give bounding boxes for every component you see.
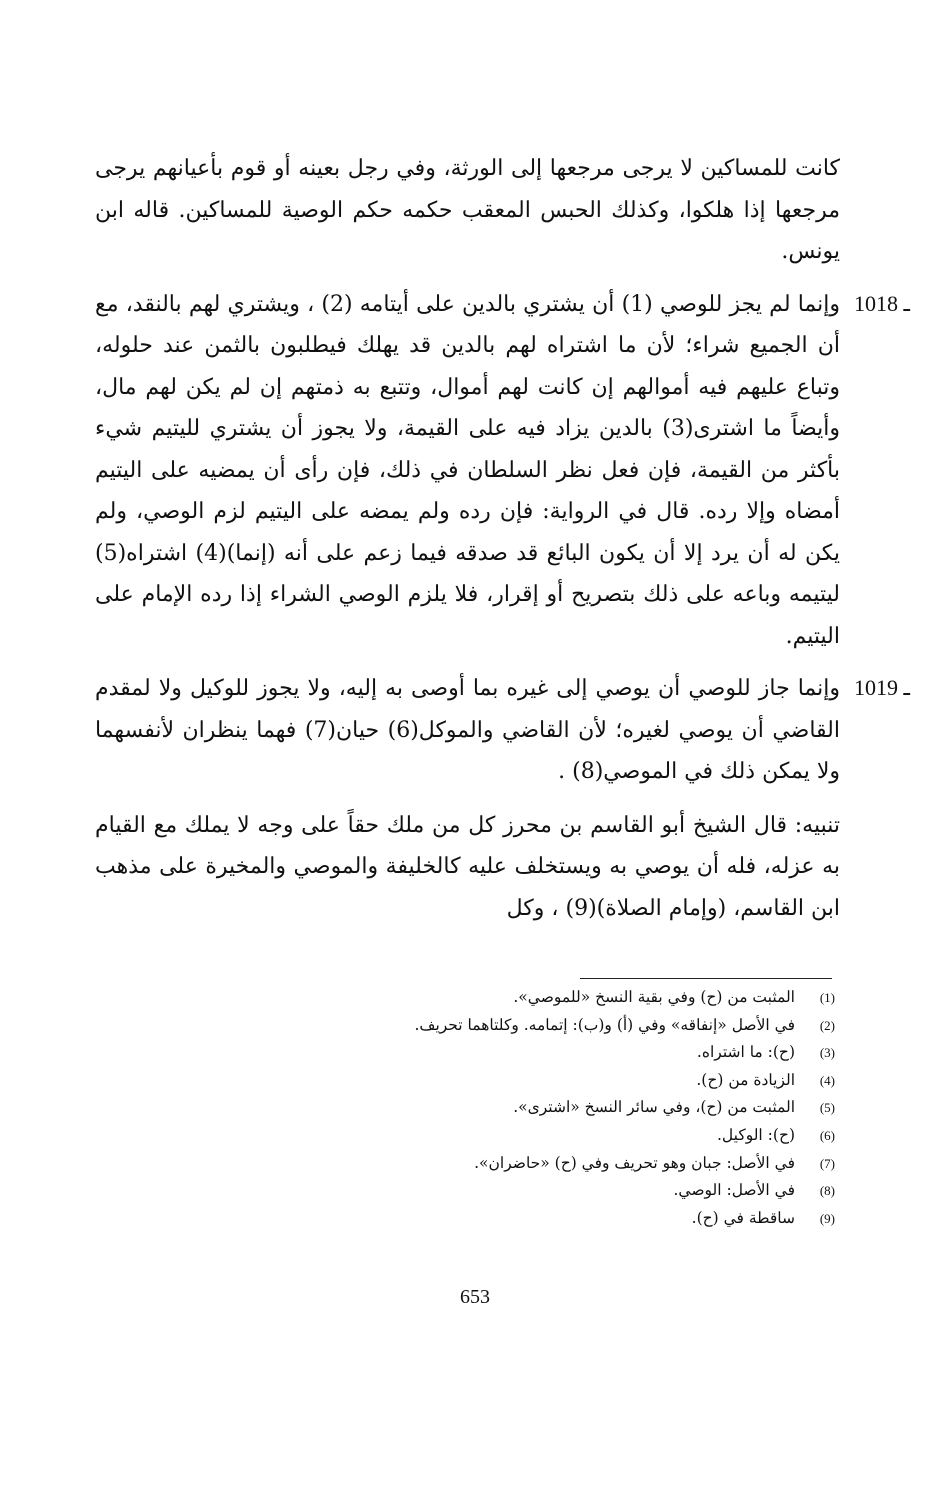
footnote-number: (9) [819,1210,835,1226]
footnote-text: في الأصل: الوصي. [673,1181,795,1200]
footnote-number: (2) [819,1017,835,1033]
item-1018 [95,283,910,658]
footnote-text: في الأصل: جبان وهو تحريف وفي (ح) «حاضران». [474,1153,795,1172]
footnote-3 [95,1039,835,1067]
footnote-text: (ح): ما اشتراه. [696,1043,795,1062]
page-number: 653 [460,1286,490,1308]
footnote-9 [95,1205,835,1233]
footnote-6 [95,1122,835,1150]
footnote-5 [95,1094,835,1122]
footnote-2 [95,1012,835,1040]
footnote-text: (ح): الوكيل. [716,1125,795,1144]
footnote-number: (3) [819,1045,835,1061]
item-number-1019: 1019 ـ [854,675,910,700]
footnote-text: المثبت من (ح)، وفي سائر النسخ «اشترى». [513,1098,795,1117]
footnote-number: (8) [819,1183,835,1199]
item-1019 [95,667,910,793]
item-text-1019: وإنما جاز للوصي أن يوصي إلى غيره بما أوصى به إليه، ولا يجوز للوكيل ولا لمقدم القاضي أن يوصي لغيره؛ لأن القاضي والموكل(6) حيان(7) فهما ينظران لأنفسهما ولا يمكن ذلك في الموصي(8) . [95,676,840,784]
footnote-number: (5) [819,1100,835,1116]
footnotes [95,984,835,1232]
intro-paragraph: كانت للمساكين لا يرجى مرجعها إلى الورثة، وفي رجل بعينه أو قوم بأعيانهم يرجى مرجعها إذا هلكوا، وكذلك الحبس المعقب حكمه حكم الوصية للمساكين. قاله ابن يونس. [95,156,840,264]
footnote-1 [95,984,835,1012]
footnote-text: في الأصل «إنفاقه» وفي (أ) و(ب): إتمامه. وكلتاهما تحريف. [414,1015,795,1034]
footnote-4 [95,1067,835,1095]
footnote-separator [580,978,832,979]
footnote-text: ساقطة في (ح). [691,1208,795,1227]
footnote-text: المثبت من (ح) وفي بقية النسخ «للموصي». [513,988,795,1006]
tanbih-paragraph: تنبيه: قال الشيخ أبو القاسم بن محرز كل من ملك حقاً على وجه لا يملك مع القيام به عزله، فله أن يوصي به ويستخلف عليه كالخليفة والموصي والمخيرة على مذهب ابن القاسم، (وإمام الصلاة)(9) ، وكل [95,812,840,921]
item-number-1018: 1018 ـ [854,290,910,316]
footnote-number: (7) [819,1155,835,1171]
footnote-8 [95,1177,835,1205]
footnote-number: (4) [819,1072,835,1088]
footnote-7 [95,1150,835,1178]
footnote-number: (6) [819,1127,835,1143]
footnote-text: الزيادة من (ح). [696,1070,795,1089]
item-text-1018: وإنما لم يجز للوصي (1) أن يشتري بالدين على أيتامه (2) ، ويشتري لهم بالنقد، مع أن الجميع شراء؛ لأن ما اشتراه لهم بالدين قد يهلك فيطلبون بالثمن عند حلوله، وتباع عليهم فيه أموالهم إن كانت لهم أموال، وتتبع به ذمتهم إن لم يكن لهم مال، وأيضاً ما اشترى(3) بالدين يزاد فيه على القيمة، ولا يجوز أن يشتري لليتيم شيء بأكثر من القيمة، فإن فعل نظر السلطان في ذلك، فإن رأى أن يمضيه على اليتيم أمضاه وإلا رده. قال في الرواية: فإن رده ولم يمضه على اليتيم لزم الوصي، ولم يكن له أن يرد إلا أن يكون البائع قد صدقه فيما زعم على أنه (إنما)(4) اشتراه(5) ليتيمه وباعه على ذلك بتصريح أو إقرار، فلا يلزم الوصي الشراء إذا رده الإمام على اليتيم. [95,291,841,649]
main-text [95,148,910,929]
footnote-number: (1) [819,990,835,1005]
